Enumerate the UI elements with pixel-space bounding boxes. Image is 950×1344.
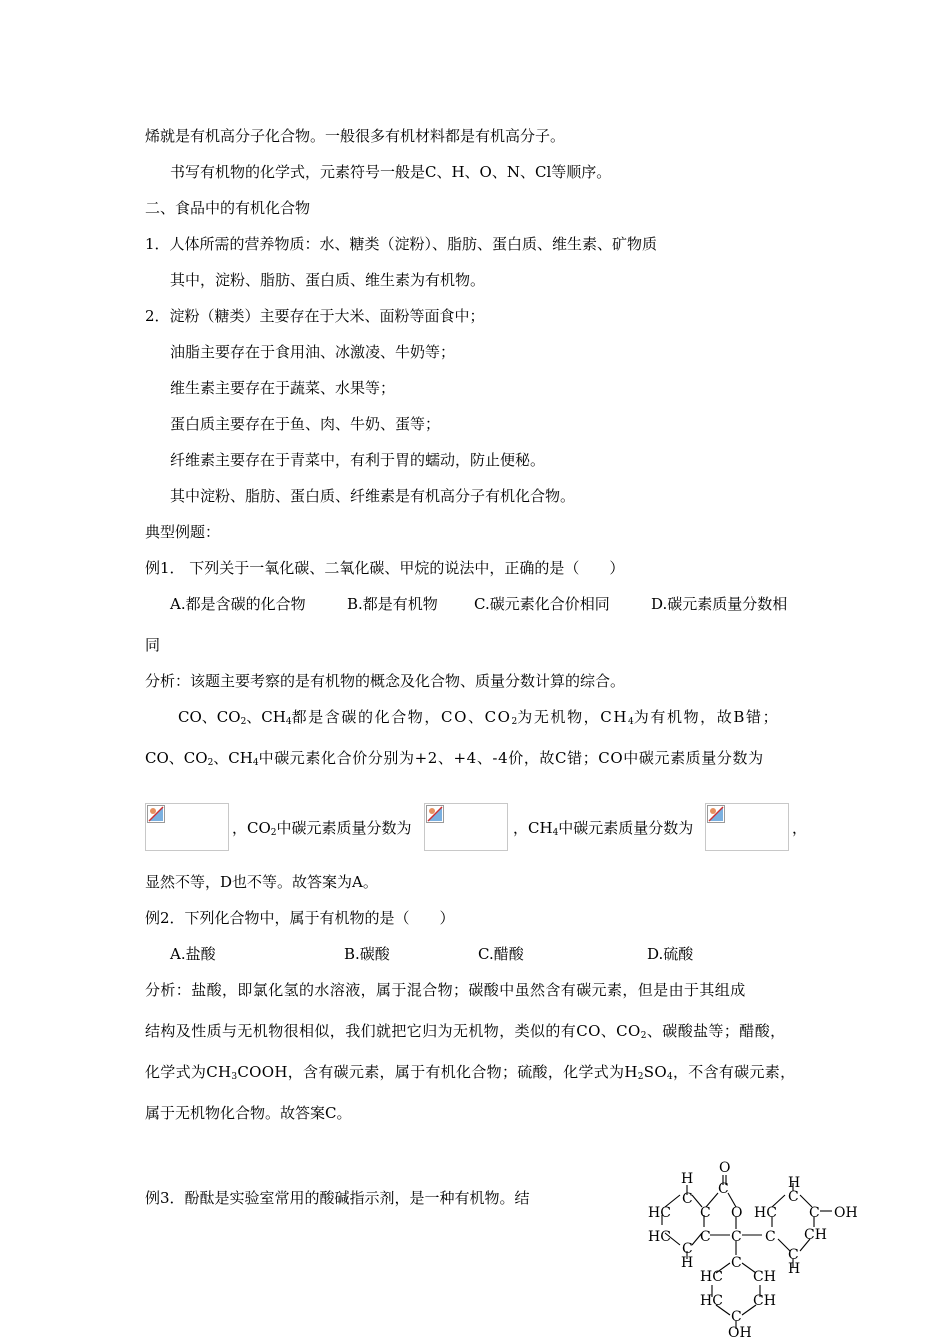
atom-label: C [700, 1229, 711, 1245]
atom-label: C [731, 1255, 742, 1271]
text-line: 结构及性质与无机物很相似，我们就把它归为无机物，类似的有CO、$CO_2$、碳酸盐等；醋酸， [145, 1022, 786, 1041]
text-line: 显然不等，D也不等。故答案为A。 [145, 873, 378, 891]
phenolphthalein-structure-diagram [640, 1155, 860, 1344]
formula-image-co2 [424, 803, 508, 851]
example-1-analysis: 分析：该题主要考察的是有机物的概念及化合物、质量分数计算的综合。 [145, 672, 626, 690]
atom-label: CH [804, 1227, 827, 1243]
atom-label: HC [700, 1269, 723, 1285]
example-2-option-c: C.醋酸 [478, 945, 524, 963]
text-line: 烯就是有机高分子化合物。一般很多有机材料都是有机高分子。 [145, 127, 566, 145]
example-1-question: 例1． 下列关于一氧化碳、二氧化碳、甲烷的说法中，正确的是（ ） [145, 559, 625, 577]
text-line: 2．淀粉（糖类）主要存在于大米、面粉等面食中； [145, 307, 485, 325]
text-line: 其中，淀粉、脂肪、蛋白质、维生素为有机物。 [170, 271, 486, 289]
atom-label: C [682, 1241, 693, 1257]
atom-label: OH [834, 1205, 858, 1221]
text-line: 书写有机物的化学式，元素符号一般是C、H、O、N、Cl等顺序。 [170, 163, 612, 181]
text-line: 纤维素主要存在于青菜中，有利于胃的蠕动，防止便秘。 [170, 451, 546, 469]
atom-label: CH [753, 1293, 776, 1309]
broken-image-icon [707, 805, 725, 823]
formula-image-co [145, 803, 229, 851]
example-2-analysis: 分析：盐酸，即氯化氢的水溶液，属于混合物；碳酸中虽然含有碳元素，但是由于其组成 [145, 981, 746, 999]
atom-label: OH [728, 1325, 752, 1341]
text-line: 典型例题： [145, 523, 221, 541]
broken-image-icon [426, 805, 444, 823]
atom-label: C [809, 1205, 820, 1221]
example-2-question: 例2．下列化合物中，属于有机物的是（ ） [145, 909, 455, 927]
atom-label: C [700, 1205, 711, 1221]
atom-label: H [788, 1175, 801, 1191]
text-line: ，$CO_2$中碳元素质量分数为 [232, 819, 412, 838]
atom-label: C [731, 1229, 742, 1245]
atom-label: HC [754, 1205, 777, 1221]
atom-label: H [681, 1255, 694, 1271]
example-1-option-d: D.碳元素质量分数相 [651, 595, 788, 613]
text-line: 其中淀粉、脂肪、蛋白质、纤维素是有机高分子有机化合物。 [170, 487, 576, 505]
text-line: CO、$CO_2$、$CH_4$中碳元素化合价分别为+2、+4、-4价，故C错；CO中碳元素质量分数为 [145, 749, 764, 768]
example-1-option-b: B.都是有机物 [347, 595, 438, 613]
example-3-question: 例3．酚酞是实验室常用的酸碱指示剂，是一种有机物。结 [145, 1189, 530, 1207]
atom-label: C [731, 1309, 742, 1325]
atom-label: C [682, 1191, 693, 1207]
text-line: ， [792, 819, 808, 837]
text-line: 1．人体所需的营养物质：水、糖类（淀粉）、脂肪、蛋白质、维生素、矿物质 [145, 235, 658, 253]
atom-label: H [788, 1261, 801, 1277]
example-2-option-d: D.硫酸 [647, 945, 694, 963]
atom-label: HC [648, 1205, 671, 1221]
text-line: 维生素主要存在于蔬菜、水果等； [170, 379, 396, 397]
text-line: 油脂主要存在于食用油、冰激凌、牛奶等； [170, 343, 456, 361]
atom-label: C [765, 1229, 776, 1245]
text-line: 蛋白质主要存在于鱼、肉、牛奶、蛋等； [170, 415, 441, 433]
atom-label: C [718, 1181, 729, 1197]
section-heading: 二、食品中的有机化合物 [145, 199, 311, 217]
text-line: 同 [145, 636, 161, 654]
atom-label: O [719, 1160, 731, 1176]
example-1-option-a: A.都是含碳的化合物 [170, 595, 306, 613]
text-line: CO、$CO_2$、$CH_4$都是含碳的化合物，CO、$CO_2$为无机物，$CH_4$为有机物，故B错； [178, 708, 780, 727]
atom-label: C [788, 1247, 799, 1263]
formula-image-ch4 [705, 803, 789, 851]
atom-label: HC [648, 1229, 671, 1245]
example-1-option-c: C.碳元素化合价相同 [474, 595, 610, 613]
atom-label: C [788, 1189, 799, 1205]
atom-label: H [681, 1171, 694, 1187]
text-line: 化学式为$CH_3COOH$，含有碳元素，属于有机化合物；硫酸，化学式为$H_2SO_4$，不含有碳元素， [145, 1063, 796, 1082]
atom-label: HC [700, 1293, 723, 1309]
text-line: ，$CH_4$中碳元素质量分数为 [513, 819, 694, 838]
example-2-option-a: A.盐酸 [170, 945, 216, 963]
example-2-option-b: B.碳酸 [344, 945, 390, 963]
atom-label: CH [753, 1269, 776, 1285]
broken-image-icon [147, 805, 165, 823]
text-line: 属于无机物化合物。故答案C。 [145, 1104, 352, 1122]
atom-label: O [731, 1205, 743, 1221]
